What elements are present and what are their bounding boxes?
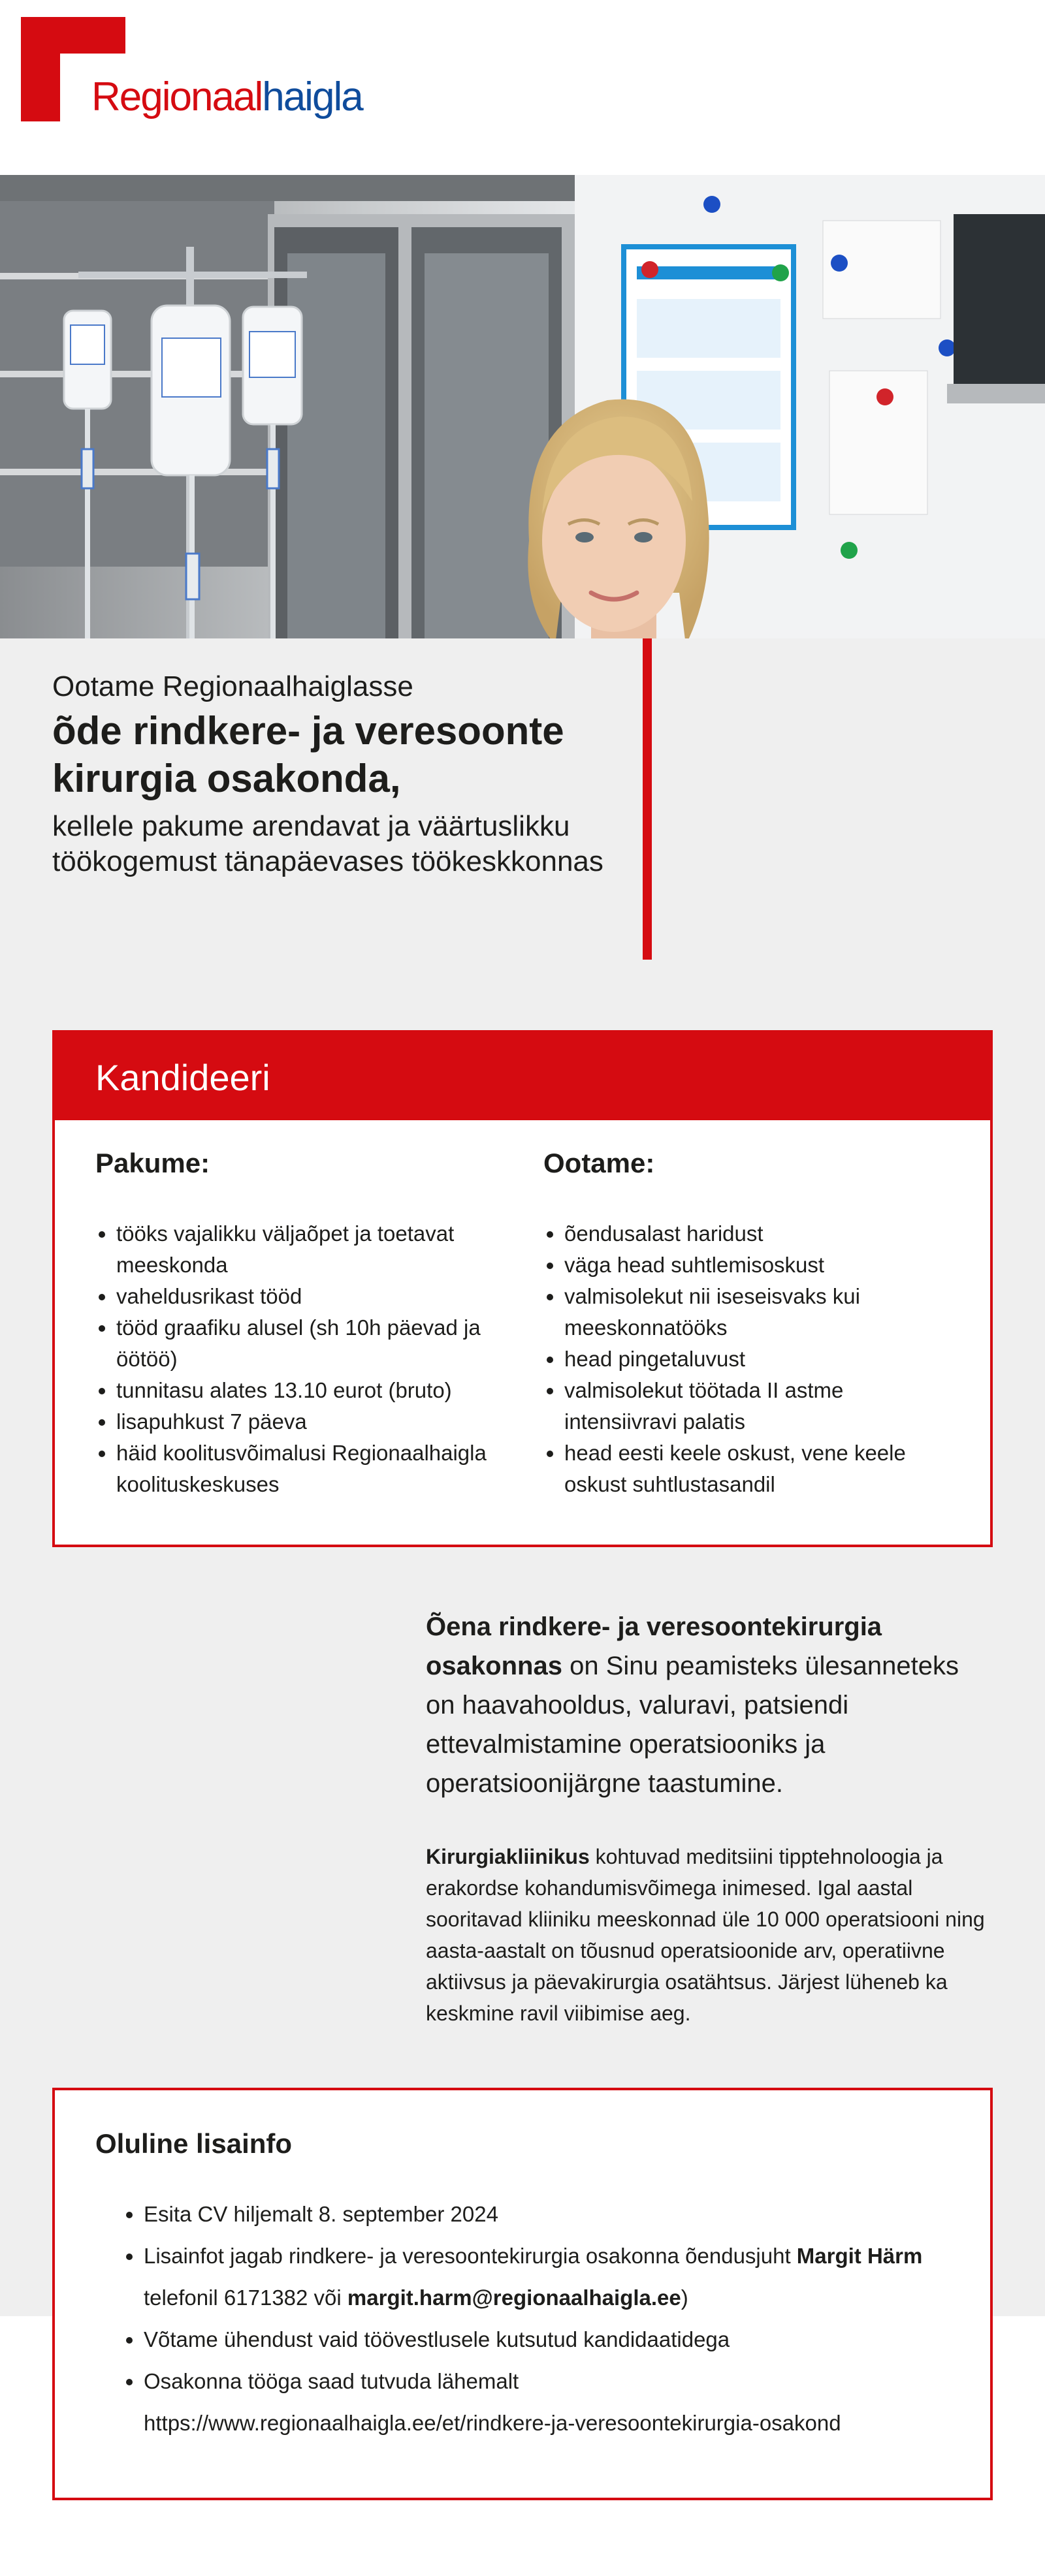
expect-column (543, 1148, 935, 1500)
list-item: • valmisolekut töötada II astme intensiivravi palatis (564, 1375, 935, 1437)
info-card (52, 2088, 993, 2500)
list-item: • tunnitasu alates 13.10 eurot (bruto) (116, 1375, 487, 1406)
apply-button[interactable] (55, 1033, 990, 1120)
job-description (426, 1607, 988, 2029)
description-body: Kirurgiakliinikus kohtuvad meditsiini tipptehnoloogia ja erakordse kohandumisvõimega inimesed. Igal aastal sooritavad kliiniku meeskonnad üle 10 000 operatsiooni ning aasta-aastalt on tõusnud operatsioonide arv, operatiivne aktiivsus ja päevakirurgia osatähtsus. Järjest lüheneb ka keskmine ravil viibimise aeg. (426, 1845, 985, 2025)
info-item-notice: • Võtame ühendust vaid töövestlusele kutsutud kandidaatidega (144, 2319, 967, 2361)
apply-button-label: Kandideeri (95, 1057, 270, 1098)
list-item: • tööd graafiku alusel (sh 10h päevad ja öötöö) (116, 1312, 487, 1375)
logo-wordmark: Regionaalhaigla (91, 74, 362, 119)
list-item: • tööks vajalikku väljaõpet ja toetavat meeskonda (116, 1218, 487, 1281)
hero-accent-bar (643, 638, 652, 960)
expect-list (543, 1218, 935, 1500)
list-item: • lisapuhkust 7 päeva (116, 1406, 487, 1437)
info-heading: Oluline lisainfo (95, 2128, 293, 2159)
info-item-more: • Osakonna tööga saad tutvuda lähemalt https://www.regionaalhaigla.ee/et/rindkere-ja-veresoontekirurgia-osakond (144, 2361, 967, 2444)
hero-text (52, 670, 627, 879)
info-item-contact: • Lisainfot jagab rindkere- ja veresoontekirurgia osakonna õendusjuht Margit Härm telefonil 6171382 või margit.harm@regionaalhaigla.ee) (144, 2235, 967, 2319)
department-link[interactable]: https://www.regionaalhaigla.ee/et/rindkere-ja-veresoontekirurgia-osakond (144, 2411, 841, 2435)
list-item: • häid koolitusvõimalusi Regionaalhaigla koolituskeskuses (116, 1437, 487, 1500)
info-item-deadline: • Esita CV hiljemalt 8. september 2024 (144, 2193, 967, 2235)
list-item: • väga head suhtlemisoskust (564, 1249, 935, 1281)
list-item: • valmisolekut nii iseseisvaks kui meeskonnatööks (564, 1281, 935, 1343)
hero-intro: Ootame Regionaalhaiglasse (52, 670, 413, 702)
hero-subtitle: kellele pakume arendavat ja väärtuslikku töökogemust tänapäevases töökeskkonnas (52, 810, 603, 877)
info-list (95, 2193, 967, 2444)
list-item: • õendusalast haridust (564, 1218, 935, 1249)
contact-email-link[interactable]: margit.harm@regionaalhaigla.ee (347, 2285, 681, 2310)
offer-column (95, 1148, 487, 1500)
contact-name: Margit Härm (796, 2244, 923, 2268)
expect-heading: Ootame: (543, 1148, 655, 1178)
offer-heading: Pakume: (95, 1148, 210, 1178)
list-item: • head eesti keele oskust, vene keele oskust suhtlustasandil (564, 1437, 935, 1500)
description-lead: Õena rindkere- ja veresoontekirurgia osakonnas on Sinu peamisteks ülesanneteks on haavahooldus, valuravi, patsiendi ettevalmistamine operatsiooniks ja operatsioonijärgne taastumine. (426, 1612, 959, 1798)
offer-list (95, 1218, 487, 1500)
list-item: • head pingetaluvust (564, 1343, 935, 1375)
apply-card (52, 1030, 993, 1547)
list-item: • vaheldusrikast tööd (116, 1281, 487, 1312)
hero-title: õde rindkere- ja veresoonte kirurgia osakonda, (52, 708, 564, 800)
regionaalhaigla-logo[interactable] (21, 17, 361, 128)
